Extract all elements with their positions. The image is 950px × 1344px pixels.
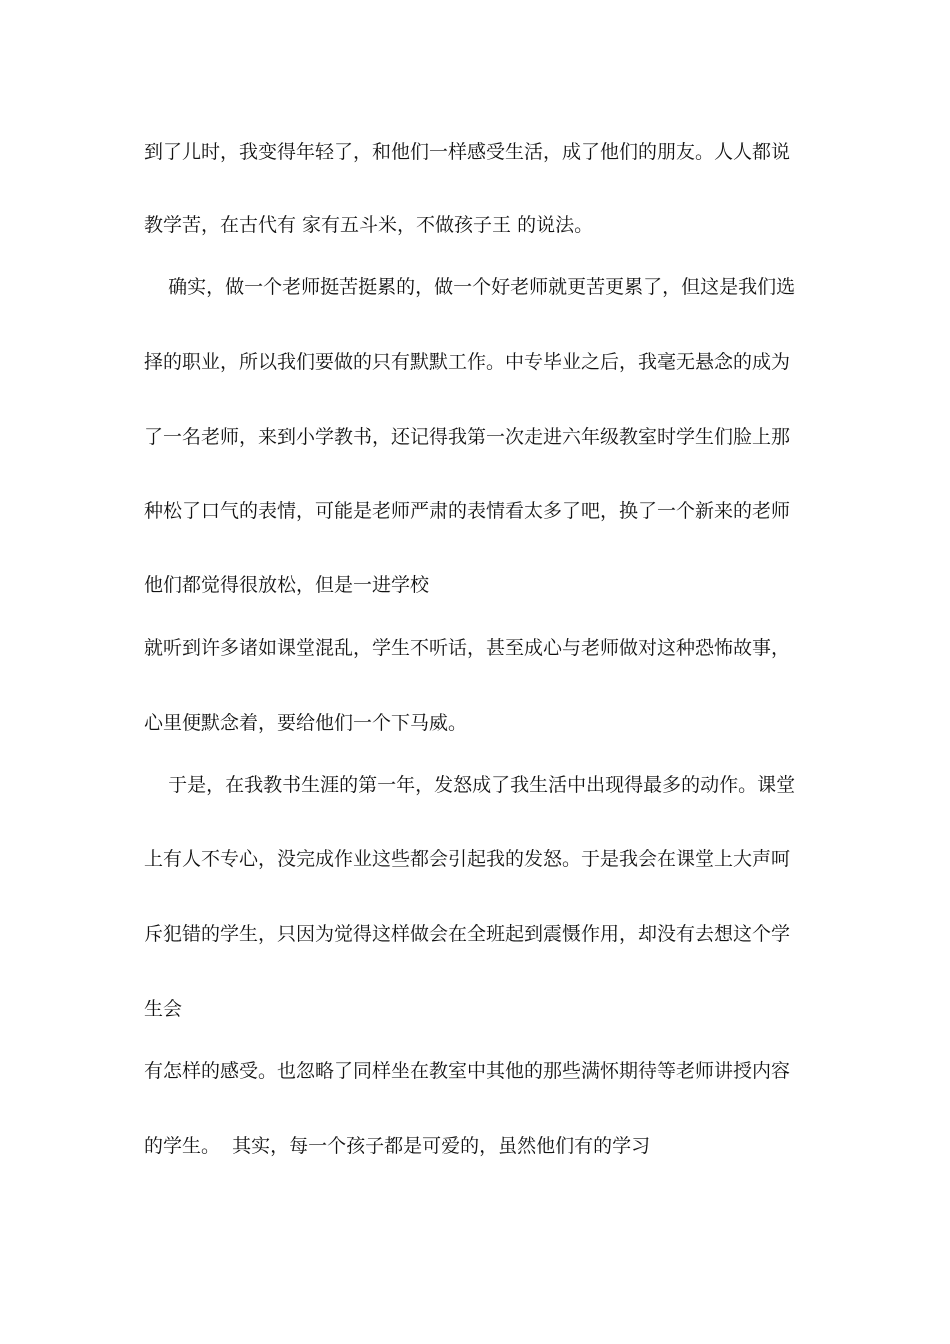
text-line: 教学苦，在古代有 家有五斗米，不做孩子王 的说法。 (144, 214, 594, 236)
text-line: 有怎样的感受。也忽略了同样坐在教室中其他的那些满怀期待等老师讲授内容 (144, 1060, 791, 1082)
text-line: 就听到许多诸如课堂混乱，学生不听话，甚至成心与老师做对这种恐怖故事， (144, 637, 791, 659)
text-line: 到了儿时，我变得年轻了，和他们一样感受生活，成了他们的朋友。人人都说 (144, 141, 791, 163)
text-line: 确实，做一个老师挺苦挺累的，做一个好老师就更苦更累了，但这是我们选 (144, 276, 796, 298)
text-line: 了一名老师，来到小学教书，还记得我第一次走进六年级教室时学生们脸上那 (144, 426, 791, 448)
text-line: 择的职业，所以我们要做的只有默默工作。中专毕业之后，我毫无悬念的成为 (144, 351, 791, 373)
text-line: 的学生。 其实，每一个孩子都是可爱的，虽然他们有的学习 (144, 1135, 651, 1157)
text-line: 生会 (144, 998, 183, 1020)
text-line: 上有人不专心，没完成作业这些都会引起我的发怒。于是我会在课堂上大声呵 (144, 848, 791, 870)
text-line: 于是，在我教书生涯的第一年，发怒成了我生活中出现得最多的动作。课堂 (144, 774, 796, 796)
text-line: 心里便默念着，要给他们一个下马威。 (144, 712, 468, 734)
text-line: 他们都觉得很放松，但是一进学校 (144, 574, 430, 596)
text-line: 种松了口气的表情，可能是老师严肃的表情看太多了吧，换了一个新来的老师 (144, 500, 791, 522)
text-line: 斥犯错的学生，只因为觉得这样做会在全班起到震慑作用，却没有去想这个学 (144, 923, 791, 945)
